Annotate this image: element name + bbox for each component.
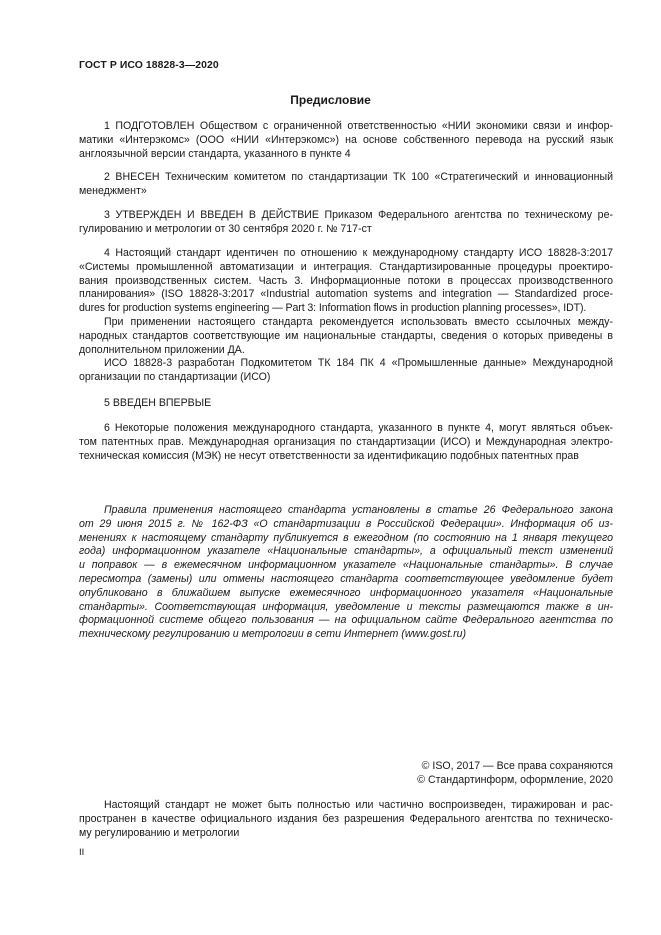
page-title: Предисловие [290, 93, 371, 107]
item-6-line: 6 Некоторые положения международного стандарта, указанного в пункте 4, могут являться объек- [104, 422, 613, 434]
notice-line: пересмотра (замены) или отмены настоящего стандарта соответствующее уведомление будет [79, 572, 613, 585]
page-number: II [79, 847, 85, 858]
item-6 [79, 422, 613, 463]
copyright-block [79, 759, 613, 787]
item-1-line: 1 ПОДГОТОВЛЕН Обществом с ограниченной ответственностью «НИИ экономики связи и инфор- [104, 120, 613, 132]
item-1 [79, 120, 613, 161]
item-3 [79, 209, 613, 237]
item-4-note-line: организации по стандартизации (ИСО) [79, 371, 271, 384]
notice-line: года) информационном указателе «Национальные стандарты», а официальный текст изменений [79, 545, 613, 558]
item-5-line: 5 ВВЕДЕН ВПЕРВЫЕ [104, 397, 212, 409]
item-4-line: «Системы промышленной автоматизации и интеграция. Стандартизированные процедуры проектиро- [79, 260, 613, 273]
notice-line: стандарты». Соответствующая информация, уведомление и тексты размещаются также в ин- [79, 600, 613, 613]
item-4-note-line: При применении настоящего стандарта рекомендуется использовать вместо ссылочных между- [104, 315, 613, 328]
notice-line: формационной системе общего пользования — на официальном сайте Федерального агентства по [79, 614, 613, 627]
item-4-line: вания производственных систем. Часть 3. Информационные потоки в процессах производственного [79, 274, 613, 287]
item-3-line: 3 УТВЕРЖДЕН И ВВЕДЕН В ДЕЙСТВИЕ Приказом Федерального агентства по техническому ре- [104, 209, 613, 221]
notice-line: менениях к настоящему стандарту публикуется в ежегодном (по состоянию на 1 января текущего [79, 531, 613, 544]
item-4-note-line: ИСО 18828-3 разработан Подкомитетом ТК 184 ПК 4 «Промышленные данные» Международной [104, 357, 613, 370]
document-code: ГОСТ Р ИСО 18828-3—2020 [79, 60, 219, 71]
item-5 [79, 397, 613, 411]
item-4-note-line: дополнительном приложении ДА. [79, 343, 245, 356]
item-1-line: англоязычной версии стандарта, указанного в пункте 4 [79, 147, 351, 160]
item-2-line: менеджмент» [79, 184, 147, 197]
reproduction-notice-line: пространен в качестве официального издания без разрешения Федерального агентства по техническо- [79, 812, 613, 825]
item-6-line: том патентных прав. Международная организация по стандартизации (ИСО) и Международная электро- [79, 435, 613, 448]
item-4-note-line: народных стандартов соответствующие им национальные стандарты, сведения о которых приведены в [79, 329, 613, 342]
reproduction-notice-line: Настоящий стандарт не может быть полностью или частично воспроизведен, тиражирован и рас- [104, 799, 613, 811]
copyright-standartinform: © Стандартинформ, оформление, 2020 [417, 774, 613, 786]
application-rules-notice [79, 504, 613, 642]
notice-line: Правила применения настоящего стандарта установлены в статье 26 Федерального закона [104, 504, 613, 516]
item-1-line: матики «Интерэкомс» (ООО «НИИ «Интерэкомс») на основе собственного перевода на русский язык [79, 133, 613, 146]
notice-line: от 29 июня 2015 г. № 162-ФЗ «О стандартизации в Российской Федерации». Информация об из- [79, 517, 613, 530]
item-3-line: гулированию и метрологии от 30 сентября 2020 г. № 717-ст [79, 222, 372, 235]
item-4 [79, 247, 613, 385]
copyright-iso: © ISO, 2017 — Все права сохраняются [421, 760, 613, 772]
item-4-line: 4 Настоящий стандарт идентичен по отношению к международному стандарту ИСО 18828-3:2017 [104, 247, 613, 259]
reproduction-notice [79, 799, 613, 840]
notice-line: техническому регулированию и метрологии в сети Интернет (www.gost.ru) [79, 628, 467, 641]
notice-line: и поправок — в ежемесячном информационном указателе «Национальные стандарты». В случае [79, 559, 613, 572]
item-4-line: dures for production systems engineering — Part 3: Information flows in production planning processes», IDT). [79, 302, 587, 315]
item-6-line: техническая комиссия (МЭК) не несут ответственности за идентификацию подобных патентных прав [79, 449, 579, 462]
item-2 [79, 171, 613, 199]
item-2-line: 2 ВНЕСЕН Техническим комитетом по стандартизации ТК 100 «Стратегический и инновационный [104, 171, 613, 183]
notice-line: опубликовано в ближайшем выпуске ежемесячного информационного указателя «Национальные [79, 586, 613, 599]
item-4-line: планирования» (ISO 18828-3:2017 «Industrial automation systems and integration — Standardized proce- [79, 288, 613, 301]
reproduction-notice-line: му регулированию и метрологии [79, 826, 240, 839]
